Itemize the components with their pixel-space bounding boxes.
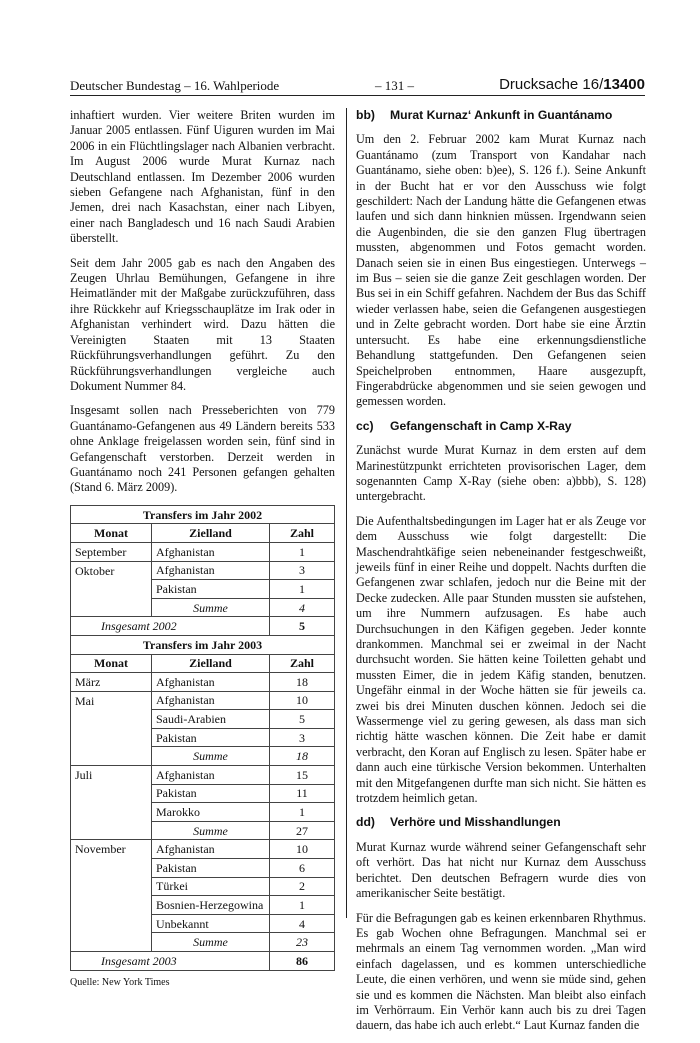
cell-monat-empty	[71, 914, 152, 933]
cell-monat-empty	[71, 580, 152, 599]
cell-zahl: 1	[270, 580, 335, 599]
table-row	[71, 691, 335, 710]
cell-land: Afghanistan	[152, 840, 270, 859]
table-row	[71, 766, 335, 785]
table-title-row	[71, 635, 335, 654]
section-heading-cc	[356, 419, 646, 434]
heading-text: Gefangenschaft in Camp X-Ray	[390, 418, 572, 433]
table-row	[71, 710, 335, 729]
paragraph: Zunächst wurde Murat Kurnaz in dem ersten auf dem Marinestützpunkt errichteten provisorischen Lager, dem sogenannten Camp X-Ray (siehe oben: a)bbb), S. 128) untergebracht.	[356, 443, 646, 504]
paragraph: Insgesamt sollen nach Presseberichten von 779 Guantánamo-Gefangenen aus 49 Ländern bereits 533 ohne Anklage freigelassen worden sein, fünf sind in Gefangenschaft verstorben. Derzeit werden in Guantánamo noch 241 Personen gefangen gehalten (Stand 6. März 2009).	[70, 403, 335, 495]
cell-monat-empty	[71, 933, 152, 952]
cell-land: Pakistan	[152, 728, 270, 747]
left-column	[70, 108, 335, 990]
cell-monat-empty	[71, 877, 152, 896]
col-monat: Monat	[71, 654, 152, 673]
table-row	[71, 803, 335, 822]
cell-monat-empty	[71, 784, 152, 803]
section-heading-dd	[356, 815, 646, 830]
cell-monat-empty	[71, 859, 152, 878]
cell-zahl: 1	[270, 803, 335, 822]
paragraph: Um den 2. Februar 2002 kam Murat Kurnaz nach Guantánamo (zum Transport von Kandahar nach Guantánamo, siehe oben: b)ee), S. 126 f.). Seine Ankunft in der Bucht hat er vor den Ausschuss wie folgt geschildert: Nach der Landung hätte die Gefangenen etwas laufen und sich dann hinknien müssen. Irgendwann seien die Augenbinden, die sie den ganzen Flug übertragen mussten, abgenommen und Fotos gemacht worden. Danach seien sie in einen Bus eingestiegen. Unterwegs – im Bus – seien sie die ganze Zeit geschlagen worden. Der Bus sei in ein Schiff gefahren. Nachdem der Bus das Schiff wieder verlassen habe, seien die Gefangenen ausgestiegen und in Zelte gebracht worden. Dort habe sie eine Ärztin untersucht. Es habe eine erkennungsdienstliche Behandlung stattgefunden. Den Gefangenen seien Speichelproben entnommen, Haare ausgezupft, Fingerabdrücke abgenommen und sie seien gewogen und gemessen worden.	[356, 132, 646, 409]
table-header-row	[71, 654, 335, 673]
table-row	[71, 580, 335, 599]
table-title-2002: Transfers im Jahr 2002	[71, 505, 335, 524]
table-row	[71, 821, 335, 840]
table-row	[71, 877, 335, 896]
cell-land: Afghanistan	[152, 542, 270, 561]
cell-monat-empty	[71, 803, 152, 822]
column-divider	[346, 108, 347, 918]
cell-summe-label: Summe	[152, 821, 270, 840]
cell-monat-empty	[71, 598, 152, 617]
total-label: Insgesamt 2002	[71, 617, 270, 636]
table-row	[71, 598, 335, 617]
cell-summe-label: Summe	[152, 747, 270, 766]
cell-monat-empty	[71, 747, 152, 766]
right-column	[356, 108, 646, 1043]
cell-monat: März	[71, 673, 152, 692]
col-zielland: Zielland	[152, 524, 270, 543]
paragraph: Für die Befragungen gab es keinen erkennbaren Rhythmus. Es gab Wochen ohne Befragungen. Manchmal sei er mehrmals an einem Tag vernommen worden. „Man wird einfach dagelassen, und es kommen unterschiedliche Leute, die einen verhören, und wenn sie müde sind, gehen sie und es kommen die Nächsten. Man bleibt also einfach im Verhörraum. Ein Verhör kann auch bis zu drei Tagen dauern, das habe ich auch erlebt.“ Laut Kurnaz fanden die	[356, 910, 646, 1033]
table-row	[71, 542, 335, 561]
cell-summe: 23	[270, 933, 335, 952]
cell-land: Pakistan	[152, 580, 270, 599]
heading-number: dd)	[356, 815, 375, 830]
cell-zahl: 1	[270, 542, 335, 561]
cell-monat: Mai	[71, 691, 152, 710]
cell-zahl: 11	[270, 784, 335, 803]
header-left: Deutscher Bundestag – 16. Wahlperiode	[70, 78, 280, 93]
col-monat: Monat	[71, 524, 152, 543]
cell-summe: 4	[270, 598, 335, 617]
heading-number: bb)	[356, 108, 375, 122]
table-title-2003: Transfers im Jahr 2003	[71, 635, 335, 654]
cell-monat: September	[71, 542, 152, 561]
total-label: Insgesamt 2003	[71, 952, 270, 971]
table-row	[71, 673, 335, 692]
document-number-value: 13400	[603, 76, 645, 93]
cell-zahl: 5	[270, 710, 335, 729]
cell-land: Türkei	[152, 877, 270, 896]
total-value: 86	[270, 952, 335, 971]
section-heading-bb	[356, 108, 646, 123]
table-row	[71, 784, 335, 803]
cell-land: Pakistan	[152, 859, 270, 878]
document-number	[499, 76, 645, 93]
cell-land: Unbekannt	[152, 914, 270, 933]
table-total-row	[71, 617, 335, 636]
cell-land: Afghanistan	[152, 673, 270, 692]
col-zielland: Zielland	[152, 654, 270, 673]
col-zahl: Zahl	[270, 524, 335, 543]
cell-zahl: 10	[270, 840, 335, 859]
table-row	[71, 933, 335, 952]
cell-monat-empty	[71, 710, 152, 729]
cell-zahl: 3	[270, 728, 335, 747]
cell-summe: 27	[270, 821, 335, 840]
cell-monat: Juli	[71, 766, 152, 785]
cell-zahl: 18	[270, 673, 335, 692]
paragraph: Seit dem Jahr 2005 gab es nach den Angaben des Zeugen Uhrlau Bemühungen, Gefangene in ihre Heimatländer mit der Maßgabe zurückzuführen, dass ihre Rückkehr auf Kriegsschauplätze im Irak oder in Afghanistan verhindert wird. Dazu hätten die Vereinigten Staaten mit 13 Staaten Rückführungsverhandlungen geführt. Zu den Rückführungsverhandlungen vergleiche auch Dokument Nummer 84.	[70, 255, 335, 393]
table-row	[71, 859, 335, 878]
table-row	[71, 561, 335, 580]
cell-zahl: 2	[270, 877, 335, 896]
transfers-table	[70, 505, 335, 971]
table-row	[71, 747, 335, 766]
cell-land: Bosnien-Herzegowina	[152, 896, 270, 915]
table-row	[71, 840, 335, 859]
cell-land: Saudi-Arabien	[152, 710, 270, 729]
heading-text: Verhöre und Misshandlungen	[390, 815, 561, 830]
table-row	[71, 914, 335, 933]
heading-number: cc)	[356, 418, 374, 433]
cell-monat-empty	[71, 728, 152, 747]
cell-land: Pakistan	[152, 784, 270, 803]
cell-summe-label: Summe	[152, 598, 270, 617]
cell-summe: 18	[270, 747, 335, 766]
document-number-prefix: Drucksache 16/	[499, 76, 604, 93]
table-title-row	[71, 505, 335, 524]
paragraph: Murat Kurnaz wurde während seiner Gefangenschaft sehr oft verhört. Das hat nicht nur Kurnaz dem Ausschuss berichtet. Den deutschen Befragern wurde dies von amerikanischer Seite bestätigt.	[356, 839, 646, 901]
col-zahl: Zahl	[270, 654, 335, 673]
cell-land: Marokko	[152, 803, 270, 822]
total-value: 5	[270, 617, 335, 636]
paragraph: inhaftiert wurden. Vier weitere Briten wurden im Januar 2005 entlassen. Fünf Uiguren wurden im Mai 2006 in ein Flüchtlingslager nach Albanien verbracht. Im August 2006 wurde Murat Kurnaz nach Deutschland entlassen. Im Dezember 2006 wurden sieben Gefangene nach Afghanistan, fünf in den Jemen, drei nach Kasachstan, einer nach Libyen, einer nach Bangladesch und 16 nach Saudi Arabien überstellt.	[70, 108, 335, 246]
table-total-row	[71, 952, 335, 971]
cell-summe-label: Summe	[152, 933, 270, 952]
paragraph: Die Aufenthaltsbedingungen im Lager hat er als Zeuge vor dem Ausschuss wie folgt dargestellt: Die Maschendrahtkäfige seien nebeneinander festgeschweißt, jeweils fünf in einer Reihe und doppelt. Nachts durften die Gefangenen zwar schlafen, jedoch nur die Beine mit der Decke zudecken. Alle paar Stunden mussten sie aufstehen, um ihre Nummern aufzusagen. Es habe auch Durchsuchungen in den Käfigen gegeben. Jeder konnte drankommen. Manchmal sei er zweimal in der Nacht durchsucht worden. Sie hätten keine Toiletten gehabt und mussten Eimer, die in jedem Käfig standen, benutzen. Ungefähr einmal in der Woche hätten sie für jeweils ca. zwei bis drei Minuten duschen können. Jedoch sei die Wassermenge viel zu gering gewesen, als dass man sich richtig hätte waschen können. Die Zeit habe er damit verbracht, den Koran auf Englisch zu lesen. Später habe er dann auch eine türkische Version bekommen. Unterhalten mit den Mitgefangenen durfte man sich nicht. Sie hätten es trotzdem heimlich getan.	[356, 513, 646, 806]
cell-zahl: 3	[270, 561, 335, 580]
page-number: – 131 –	[375, 78, 414, 93]
cell-land: Afghanistan	[152, 691, 270, 710]
table-header-row	[71, 524, 335, 543]
cell-zahl: 10	[270, 691, 335, 710]
cell-zahl: 15	[270, 766, 335, 785]
cell-land: Afghanistan	[152, 561, 270, 580]
heading-text: Murat Kurnaz‘ Ankunft in Guantánamo	[390, 108, 613, 122]
header-rule	[70, 95, 645, 96]
cell-monat-empty	[71, 896, 152, 915]
cell-zahl: 1	[270, 896, 335, 915]
cell-monat: Oktober	[71, 561, 152, 580]
table-source: Quelle: New York Times	[70, 976, 170, 988]
cell-zahl: 6	[270, 859, 335, 878]
table-row	[71, 896, 335, 915]
cell-monat-empty	[71, 821, 152, 840]
cell-zahl: 4	[270, 914, 335, 933]
table-row	[71, 728, 335, 747]
cell-monat: November	[71, 840, 152, 859]
cell-land: Afghanistan	[152, 766, 270, 785]
